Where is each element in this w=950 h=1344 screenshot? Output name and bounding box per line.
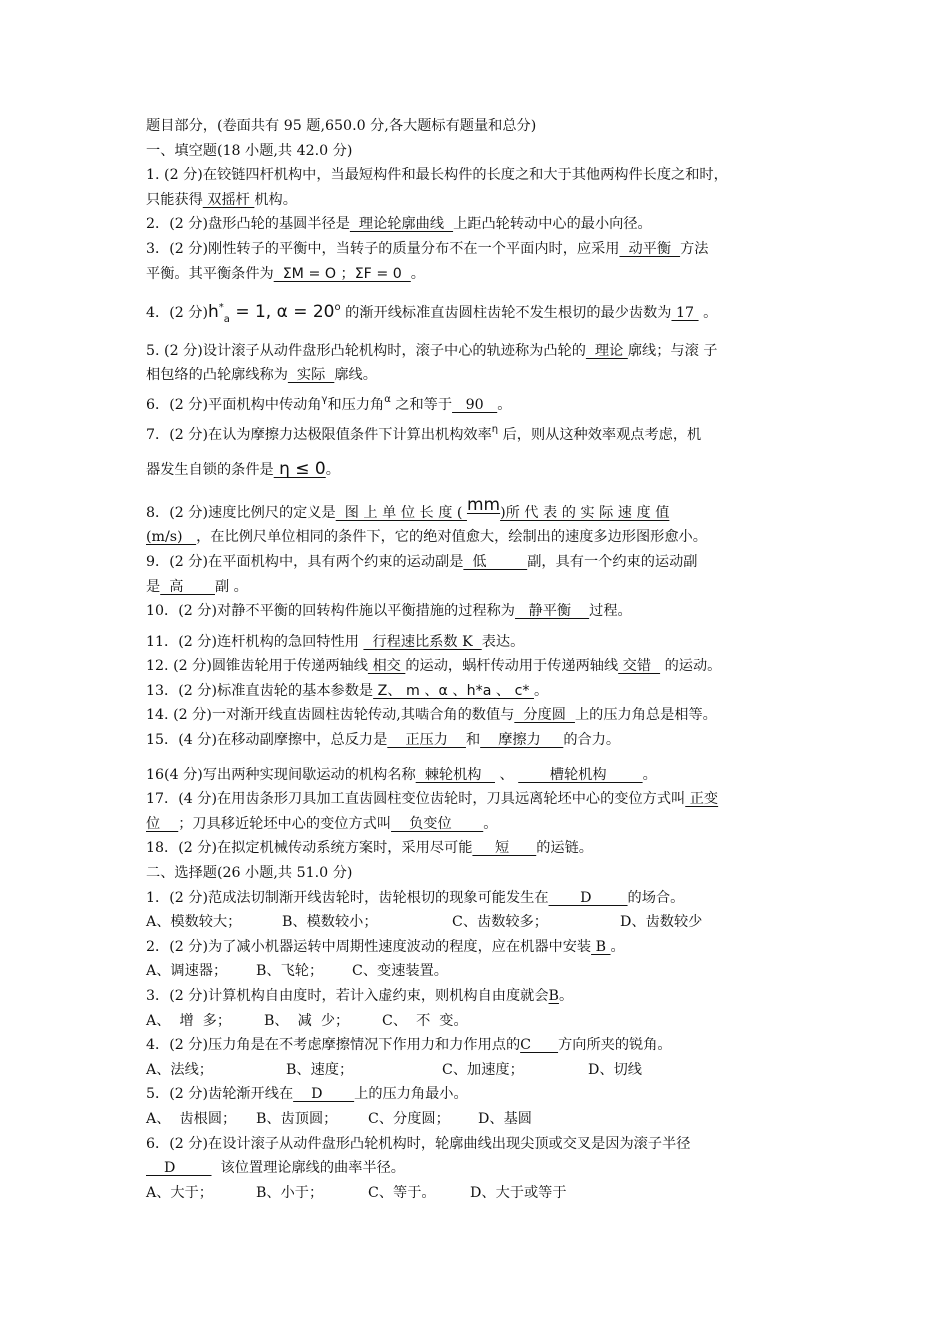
option: D、基圆 [478,1110,532,1127]
option: B、速度； [286,1061,354,1078]
answer-blank: 槽轮机构 [518,766,643,783]
formula-h-alpha: $h^*_a = 1$, $\alpha = 20^o$ [208,302,341,326]
answer-blank: 实际 [287,367,335,384]
option: C、变速装置。 [352,963,448,980]
answer-blank: 交错 [618,658,661,675]
q1-line2: 只能获得 双摇杆 机构。 [146,191,297,208]
answer-blank: 正变 [685,791,719,808]
answer-blank: Z、 m 、α 、h*a 、 c* [373,682,534,699]
answer-blank: 17 [671,305,699,322]
mc-q1: 1．(2 分)范成法切制渐开线齿轮时，齿轮根切的现象可能发生在 D 的场合。 [146,889,685,906]
option: A、调速器； [146,963,228,980]
answer-blank: 理论轮廓曲线 [349,216,454,233]
q9-line2: 是 高 副 。 [146,578,248,595]
option: D、切线 [588,1061,642,1078]
answer-blank: 行程速比系数 K [363,633,482,650]
q5-line2: 相包络的凸轮廓线称为 实际 廓线。 [146,367,377,384]
answer-blank: 正压力 [387,732,466,749]
answer-blank: η ≤ 0 [273,459,326,480]
answer-blank: 负变位 [391,815,484,832]
option: D、大于或等于 [470,1184,567,1201]
q10: 10．(2 分)对静不平衡的回转构件施以平衡措施的过程称为 静平衡 过程。 [146,603,632,620]
q12: 12. (2 分)圆锥齿轮用于传递两轴线 相交 的运动，蜗杆传动用于传递两轴线 交错 的运动。 [146,658,722,675]
q15: 15．(4 分)在移动副摩擦中，总反力是 正压力 和 摩擦力 的合力。 [146,732,621,749]
answer-blank: 短 [472,840,537,857]
q1-line1: 1. (2 分)在铰链四杆机构中，当最短构件和最长构件的长度之和大于其他两构件长度之和时， [146,167,728,184]
answer-blank: 90 [452,396,498,413]
answer-blank: B [548,988,559,1004]
option: D、齿数较少 [620,914,703,931]
mc-q1-options [146,910,814,935]
option: A、法线； [146,1061,213,1078]
mc-q4: 4．(2 分)压力角是在不考虑摩擦情况下作用力和力作用点的C 方向所夹的锐角。 [146,1037,672,1054]
mc-q2: 2．(2 分)为了减小机器运转中周期性速度波动的程度，应在机器中安装 B 。 [146,938,625,955]
q18: 18．(2 分)在拟定机械传动系统方案时，采用尽可能 短 的运链。 [146,840,593,857]
option: B、 减 少； [264,1012,350,1029]
answer-blank: D [293,1086,355,1103]
answer-blank: 理论 [585,342,628,359]
option: A、 增 多； [146,1012,232,1029]
mc-q4-options [146,1058,814,1083]
answer-blank: 低 [463,553,528,570]
q3-line1: 3．(2 分)刚性转子的平衡中，当转子的质量分布不在一个平面内时，应采用 动平衡 方法 [146,240,709,257]
option: B、飞轮； [256,963,324,980]
option: A、模数较大； [146,914,242,931]
mc-q6-options [146,1181,814,1206]
mc-q5: 5．(2 分)齿轮渐开线在 D 上的压力角最小。 [146,1086,468,1103]
gamma-symbol: γ [321,393,328,405]
answer-blank: (m/s) [146,529,197,546]
answer-blank: 相交 [367,658,406,675]
q14: 14. (2 分)一对渐开线直齿圆柱齿轮传动,其啮合角的数值与 分度圆 上的压力角总是相等。 [146,707,717,724]
option: A、 齿根圆； [146,1110,237,1127]
option: C、分度圆； [368,1110,450,1127]
q5-line1: 5. (2 分)设计滚子从动件盘形凸轮机构时，滚子中心的轨迹称为凸轮的 理论 廓线；与滚 子 [146,342,718,359]
q11: 11．(2 分)连杆机构的急回特性用 行程速比系数 K 表达。 [146,633,525,650]
answer-blank: D [146,1160,212,1177]
answer-blank: D [548,889,628,906]
section-choice-title: 二、选择题(26 小题,共 51.0 分) [146,865,353,882]
answer-blank: 位 [146,815,179,832]
q16: 16(4 分)写出两种实现间歇运动的机构名称 棘轮机构 、 槽轮机构 。 [146,766,657,783]
answer-blank: 动平衡 [619,240,681,257]
answer-blank: ΣM = O ；ΣF = 0 [273,265,411,282]
eta-symbol: η [491,423,499,435]
mc-q2-options [146,959,814,984]
section-fill-title: 一、填空题(18 小题,共 42.0 分) [146,142,353,159]
mc-q6-line1: 6．(2 分)在设计滚子从动件盘形凸轮机构时，轮廓曲线出现尖顶或交叉是因为滚子半径 [146,1135,691,1152]
q2: 2．(2 分)盘形凸轮的基圆半径是 理论轮廓曲线 上距凸轮转动中心的最小向径。 [146,216,652,233]
q8-line1: 8．(2 分)速度比例尺的定义是 图 上 单 位 长 度 ( mm)所 代 表 的 实 际 速 度 值 [146,494,670,521]
q17-line2: 位 ；刀具移近轮坯中心的变位方式叫 负变位 。 [146,815,498,832]
option: C、等于。 [368,1184,436,1201]
alpha-symbol: α [384,393,391,405]
mc-q5-options [146,1107,814,1132]
answer-blank: 静平衡 [514,603,590,620]
q7-line2: 器发生自锁的条件是 η ≤ 0。 [146,459,340,480]
mc-q3: 3．(2 分)计算机构自由度时，若计入虚约束，则机构自由度就会B。 [146,988,574,1004]
answer-blank: 高 [160,578,215,595]
q6: 6．(2 分)平面机构中传动角$^\gamma$和压力角$^\alpha$ 之和等于 90 。 [146,393,512,413]
mc-q3-options [146,1009,814,1034]
option: C、 不 变。 [382,1012,468,1029]
exam-header: 题目部分，(卷面共有 95 题,650.0 分,各大题标有题量和总分) [146,118,537,134]
option: B、模数较小； [282,914,378,931]
answer-blank: 分度圆 [514,707,575,724]
q9-line1: 9．(2 分)在平面机构中，具有两个约束的运动副是 低 副，具有一个约束的运动副 [146,553,698,570]
q17-line1: 17．(4 分)在用齿条形刀具加工直齿圆柱变位齿轮时，刀具远离轮坯中心的变位方式叫 正变 [146,791,719,808]
option: C、齿数较多； [452,914,548,931]
option: B、小于； [256,1184,324,1201]
q4: 4．(2 分)$h^*_a = 1$, $\alpha = 20^o$ 的渐开线标准直齿圆柱齿轮不发生根切的最少齿数为 17 。 [146,302,718,326]
option: A、大于； [146,1184,213,1201]
q3-line2: 平衡。其平衡条件为 ΣM = O ；ΣF = 0 。 [146,265,425,282]
mc-q6-line2: D 该位置理论廓线的曲率半径。 [146,1160,405,1177]
option: C、加速度； [442,1061,524,1078]
answer-blank: 图 上 单 位 长 度 ( [335,504,467,521]
q8-line2: (m/s) ，在比例尺单位相同的条件下，它的绝对值愈大，绘制出的速度多边形图形愈小。 [146,529,707,546]
answer-blank: 棘轮机构 [415,766,495,783]
q7-line1: 7．(2 分)在认为摩擦力达极限值条件下计算出机构效率$^\eta$ 后，则从这种效率观点考虑，机 [146,423,702,443]
answer-blank: 摩擦力 [480,732,564,749]
option: B、齿顶圆； [256,1110,338,1127]
answer-blank: B [591,938,611,955]
answer-blank: 双摇杆 [202,191,255,208]
exam-document [146,114,814,1205]
q13: 13．(2 分)标准直齿轮的基本参数是 Z、 m 、α 、h*a 、 c* 。 [146,682,549,699]
answer-blank: C [520,1037,559,1054]
